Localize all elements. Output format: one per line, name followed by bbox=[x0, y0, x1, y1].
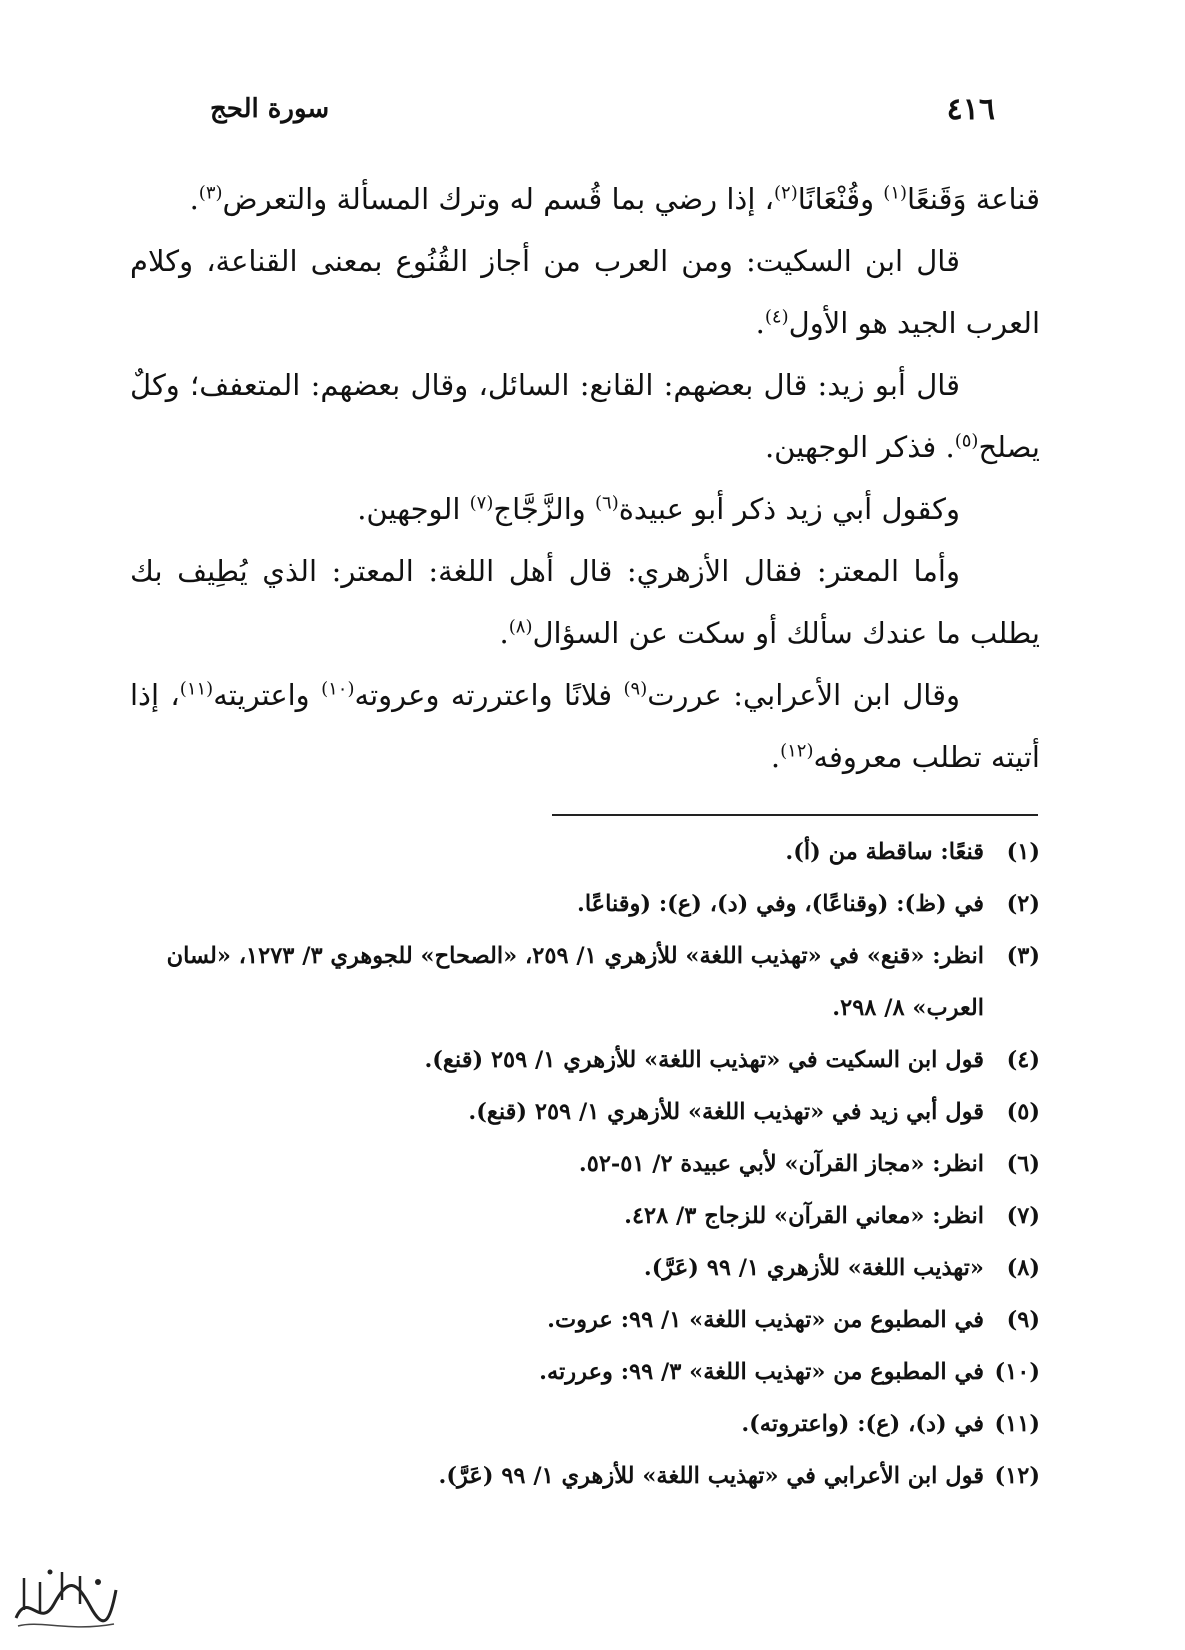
footnote-text: انظر: «مجاز القرآن» لأبي عبيدة ٢/ ٥١-٥٢. bbox=[578, 1151, 984, 1177]
text-span: والزَّجَّاج bbox=[493, 492, 595, 526]
running-title: سورة الحج bbox=[210, 94, 330, 124]
footnote-item bbox=[110, 1034, 1040, 1086]
footnote-number: (٣) bbox=[1006, 943, 1040, 969]
footnote-item bbox=[110, 1138, 1040, 1190]
text-span: قال أبو زيد: قال بعضهم: القانع: السائل، وقال بعضهم: المتعفف؛ وكلٌ يصلح bbox=[130, 368, 1040, 464]
text-span: قناعة وَقَنعًا bbox=[907, 182, 1040, 216]
text-span: وكقول أبي زيد ذكر أبو عبيدة bbox=[618, 492, 960, 526]
footnote-item bbox=[110, 930, 1040, 1034]
page-header bbox=[210, 92, 995, 140]
footnote-ref[interactable]: (٣) bbox=[198, 182, 223, 204]
text-span: . bbox=[755, 306, 765, 340]
footnote-item bbox=[110, 1346, 1040, 1398]
text-span: وقُنْعَانًا bbox=[797, 182, 884, 216]
footnote-item bbox=[110, 1398, 1040, 1450]
text-span: وأما المعتر: فقال الأزهري: قال أهل اللغة: المعتر: الذي يُطِيف بك يطلب ما عندك سألك أو سكت عن السؤال bbox=[130, 554, 1040, 650]
footnote-ref[interactable]: (١١) bbox=[179, 678, 214, 700]
footnote-text: انظر: «قنع» في «تهذيب اللغة» للأزهري ١/ ٢٥٩، «الصحاح» للجوهري ٣/ ١٢٧٣، «لسان العرب» ٨/ ٢٩٨. bbox=[166, 943, 984, 1021]
footnote-text: قول ابن الأعرابي في «تهذيب اللغة» للأزهري ١/ ٩٩ (عَرَّ). bbox=[438, 1463, 984, 1489]
footnote-ref[interactable]: (٥) bbox=[954, 430, 979, 452]
text-span: الوجهين. bbox=[357, 492, 470, 526]
footnote-item bbox=[110, 1190, 1040, 1242]
text-span: واعتريته bbox=[213, 678, 322, 712]
main-text bbox=[130, 168, 1040, 788]
footnote-ref[interactable]: (١٠) bbox=[321, 678, 355, 700]
footnote-ref[interactable]: (٤) bbox=[764, 306, 789, 328]
footnote-separator bbox=[552, 814, 1038, 816]
paragraph-1 bbox=[130, 168, 1040, 230]
footnote-text: «تهذيب اللغة» للأزهري ١/ ٩٩ (عَرَّ). bbox=[643, 1255, 984, 1281]
footnote-ref[interactable]: (٦) bbox=[594, 492, 619, 514]
footnote-text: في المطبوع من «تهذيب اللغة» ١/ ٩٩: عروت. bbox=[547, 1307, 984, 1333]
footnote-item bbox=[110, 1450, 1040, 1502]
footnote-number: (٥) bbox=[1006, 1099, 1040, 1125]
footnote-ref[interactable]: (٢) bbox=[773, 182, 798, 204]
footnote-ref[interactable]: (١٢) bbox=[780, 740, 814, 762]
footnote-item bbox=[110, 1086, 1040, 1138]
footnote-text: في (ظ): (وقناعًا)، وفي (د)، (ع): (وقناعًا. bbox=[576, 891, 984, 917]
text-span: . فذكر الوجهين. bbox=[764, 430, 955, 464]
footnote-ref[interactable]: (٨) bbox=[508, 616, 533, 638]
text-span: فلانًا واعتررته وعروته bbox=[354, 678, 624, 712]
footnote-number: (٨) bbox=[1006, 1255, 1040, 1281]
paragraph-3 bbox=[130, 354, 1040, 478]
footnote-item bbox=[110, 826, 1040, 878]
footnote-number: (١١) bbox=[994, 1411, 1040, 1437]
footnote-text: قنعًا: ساقطة من (أ). bbox=[785, 839, 984, 865]
text-span: ، إذا أتيته تطلب معروفه bbox=[130, 678, 1040, 774]
footnote-number: (١٠) bbox=[994, 1359, 1040, 1385]
footnote-text: في (د)، (ع): (واعتروته). bbox=[741, 1411, 984, 1437]
text-span: ، إذا رضي بما قُسم له وترك المسألة والتعرض bbox=[222, 182, 774, 216]
paragraph-5 bbox=[130, 540, 1040, 664]
paragraph-2 bbox=[130, 230, 1040, 354]
footnote-number: (١) bbox=[1006, 839, 1040, 865]
paragraph-6 bbox=[130, 664, 1040, 788]
page-number: ٤١٦ bbox=[946, 92, 995, 127]
footnote-text: قول ابن السكيت في «تهذيب اللغة» للأزهري ١/ ٢٥٩ (قنع). bbox=[424, 1047, 984, 1073]
footnote-item bbox=[110, 1294, 1040, 1346]
footnotes bbox=[110, 826, 1040, 1502]
footnote-number: (٤) bbox=[1006, 1047, 1040, 1073]
text-span: وقال ابن الأعرابي: عررت bbox=[647, 678, 960, 712]
footnote-number: (٧) bbox=[1006, 1203, 1040, 1229]
footnote-item bbox=[110, 878, 1040, 930]
footnote-number: (٩) bbox=[1006, 1307, 1040, 1333]
footnote-number: (٦) bbox=[1006, 1151, 1040, 1177]
text-span: . bbox=[189, 182, 199, 216]
footnote-ref[interactable]: (١) bbox=[883, 182, 908, 204]
footnote-text: قول أبي زيد في «تهذيب اللغة» للأزهري ١/ ٢٥٩ (قنع). bbox=[468, 1099, 984, 1125]
footnote-number: (٢) bbox=[1006, 891, 1040, 917]
text-span: . bbox=[499, 616, 509, 650]
footnote-number: (١٢) bbox=[994, 1463, 1040, 1489]
footnote-text: في المطبوع من «تهذيب اللغة» ٣/ ٩٩: وعررته. bbox=[539, 1359, 984, 1385]
footnote-text: انظر: «معاني القرآن» للزجاج ٣/ ٤٢٨. bbox=[624, 1203, 984, 1229]
publisher-logo bbox=[10, 1560, 122, 1636]
footnote-item bbox=[110, 1242, 1040, 1294]
footnote-ref[interactable]: (٧) bbox=[469, 492, 494, 514]
text-span: قال ابن السكيت: ومن العرب من أجاز القُنُوع بمعنى القناعة، وكلام العرب الجيد هو الأول bbox=[130, 244, 1040, 340]
footnote-ref[interactable]: (٩) bbox=[623, 678, 648, 700]
text-span: . bbox=[770, 740, 781, 774]
paragraph-4 bbox=[130, 478, 1040, 540]
